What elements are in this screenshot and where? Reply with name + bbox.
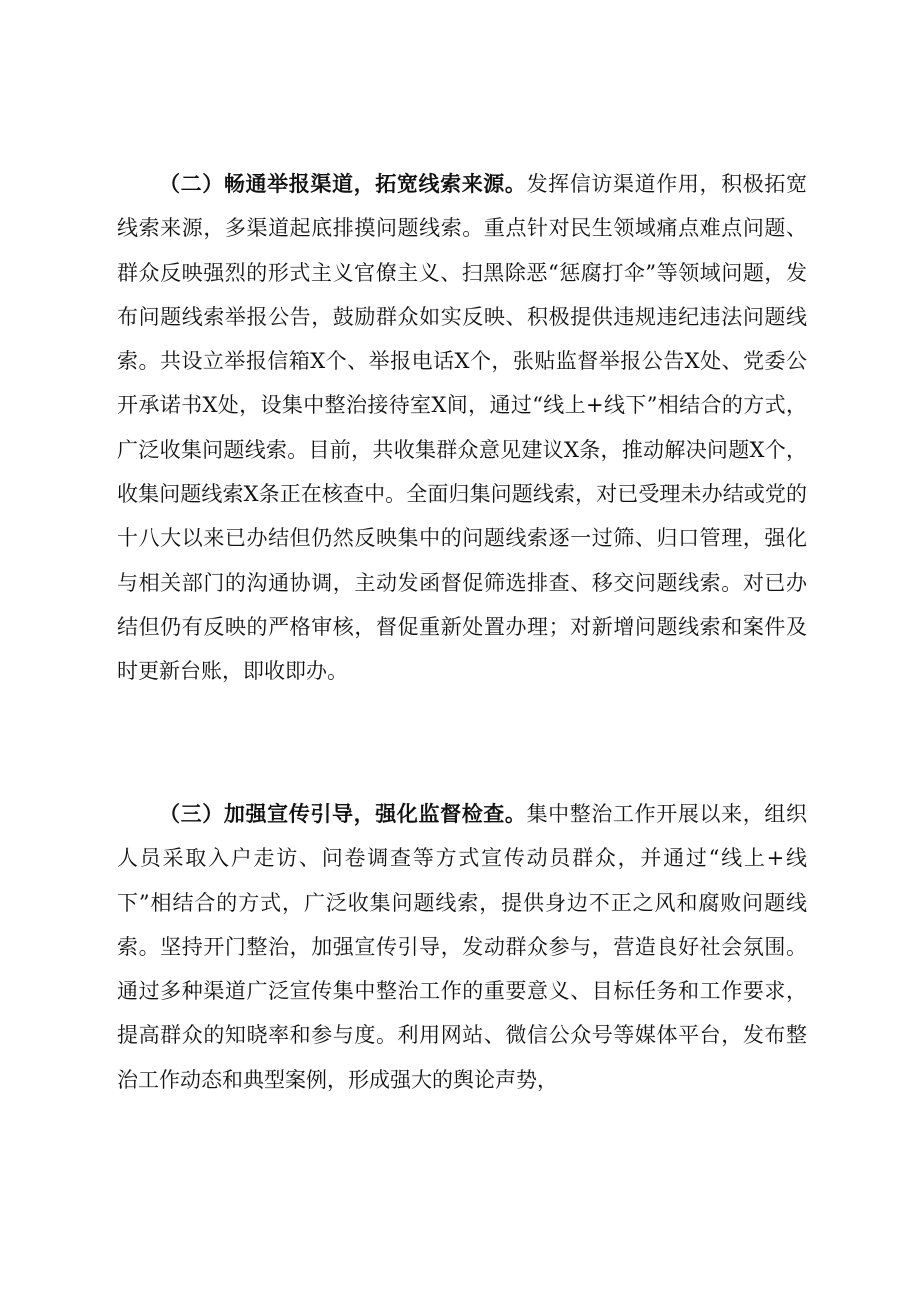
- paragraph-section-2: [117, 162, 807, 694]
- section-heading: （二）畅通举报渠道，拓宽线索来源。: [159, 172, 527, 196]
- paragraph-body: 集中整治工作开展以来，组织人员采取入户走访、问卷调查等方式宣传动员群众，并通过“线上+线下”相结合的方式，广泛收集问题线索，提供身边不正之风和腐败问题线索。坚持开门整治，加强宣传引导，发动群众参与，营造良好社会氛围。通过多种渠道广泛宣传集中整治工作的重要意义、目标任务和工作要求，提高群众的知晓率和参与度。利用网站、微信公众号等媒体平台，发布整治工作动态和典型案例，形成强大的舆论声势，: [117, 802, 808, 1092]
- paragraph: [117, 162, 807, 694]
- paragraph-body: 发挥信访渠道作用，积极拓宽线索来源，多渠道起底排摸问题线索。重点针对民生领域痛点难点问题、群众反映强烈的形式主义官僚主义、扫黑除恶“惩腐打伞”等领域问题，发布问题线索举报公告，鼓励群众如实反映、积极提供违规违纪违法问题线索。共设立举报信箱X个、举报电话X个，张贴监督举报公告X处、党委公开承诺书X处，设集中整治接待室X间，通过“线上+线下”相结合的方式，广泛收集问题线索。目前，共收集群众意见建议X条，推动解决问题X个，收集问题线索X条正在核查中。全面归集问题线索，对已受理未办结或党的十八大以来已办结但仍然反映集中的问题线索逐一过筛、归口管理，强化与相关部门的沟通协调，主动发函督促筛选排查、移交问题线索。对已办结但仍有反映的严格审核，督促重新处置办理；对新增问题线索和案件及时更新台账，即收即办。: [117, 172, 808, 684]
- paragraph-section-3: [117, 792, 807, 1102]
- paragraph: [117, 792, 807, 1102]
- section-heading: （三）加强宣传引导，强化监督检查。: [159, 802, 527, 826]
